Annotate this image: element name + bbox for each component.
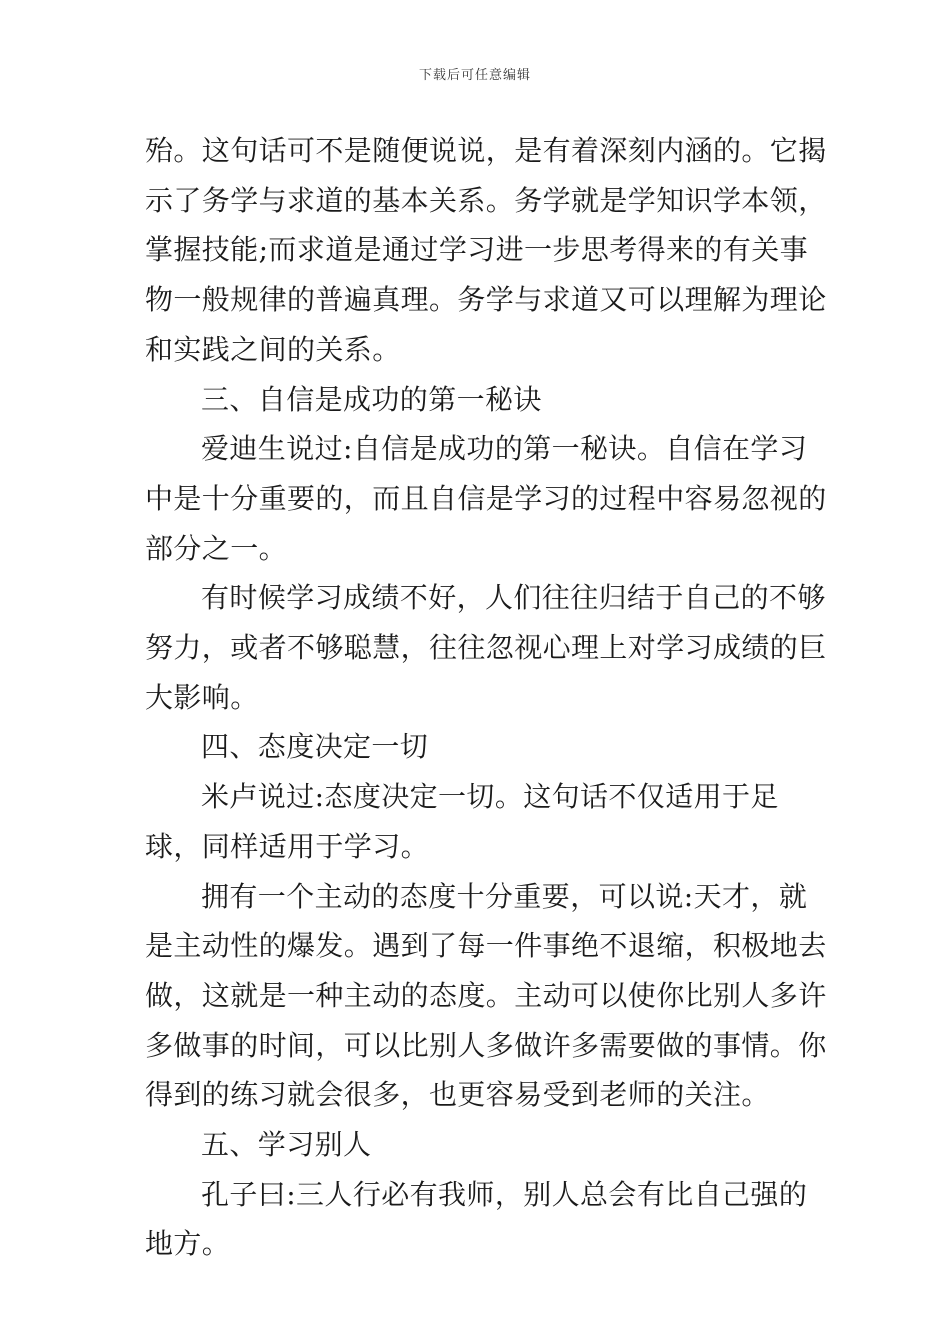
paragraph: 孔子曰:三人行必有我师，别人总会有比自己强的地方。 xyxy=(145,1177,808,1261)
section-heading: 三、自信是成功的第一秘诀 xyxy=(201,382,542,416)
paragraph: 殆。这句话可不是随便说说，是有着深刻内涵的。它揭示了务学与求道的基本关系。务学就是学知识学本领，掌握技能;而求道是通过学习进一步思考得来的有关事物一般规律的普遍真理。务学与求道又可以理解为理论和实践之间的关系。 xyxy=(145,134,827,366)
paragraph: 拥有一个主动的态度十分重要，可以说:天才，就是主动性的爆发。遇到了每一件事绝不退缩，积极地去做，这就是一种主动的态度。主动可以使你比别人多许多做事的时间，可以比别人多做许多需要做的事情。你得到的练习就会很多，也更容易受到老师的关注。 xyxy=(145,879,827,1112)
paragraph: 爱迪生说过:自信是成功的第一秘诀。自信在学习中是十分重要的，而且自信是学习的过程中容易忽视的部分之一。 xyxy=(145,432,827,565)
paragraph: 米卢说过:态度决定一切。这句话不仅适用于足球，同样适用于学习。 xyxy=(145,780,779,863)
page-header: 下载后可任意编辑 xyxy=(418,68,531,83)
section-heading: 五、学习别人 xyxy=(201,1128,372,1162)
section-heading: 四、态度决定一切 xyxy=(201,730,429,764)
document-body xyxy=(145,126,835,1269)
paragraph: 有时候学习成绩不好，人们往往归结于自己的不够努力，或者不够聪慧，往往忽视心理上对学习成绩的巨大影响。 xyxy=(145,581,827,714)
